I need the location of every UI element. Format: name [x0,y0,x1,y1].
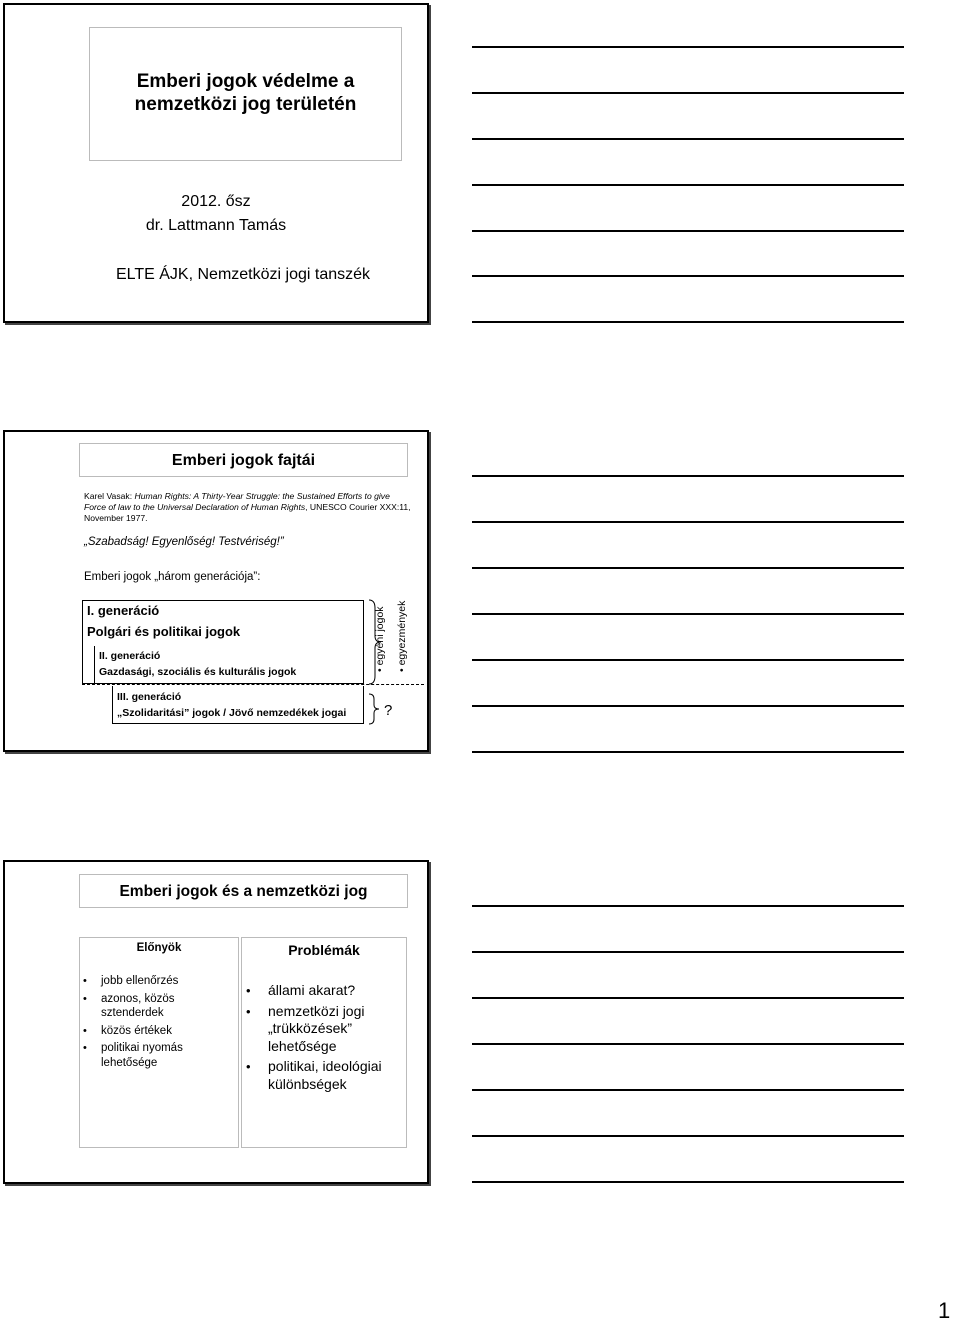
note-line [472,275,904,277]
note-line [472,1043,904,1045]
list-item: • állami akarat? [246,982,400,1000]
note-line [472,1089,904,1091]
note-line [472,230,904,232]
note-line [472,46,904,48]
note-line [472,705,904,707]
note-line [472,92,904,94]
slide-2 [3,430,429,752]
individual-rights-text: egyéni jogok [374,606,386,666]
side-label-treaties: • egyezmények [396,600,408,672]
gen-1-title: Polgári és politikai jogok [87,624,241,639]
note-line [472,997,904,999]
note-line [472,567,904,569]
slide-1-author: dr. Lattmann Tamás [145,217,287,234]
brace-small-icon [367,692,381,726]
slide-3-title-box [79,874,408,908]
reference-author: Karel Vasak: [84,491,135,501]
advantages-header: Előnyök [136,942,182,954]
page-number: 1 [938,1298,951,1323]
slide-3 [3,860,429,1184]
note-line [472,1135,904,1137]
note-line [472,1181,904,1183]
note-line [472,475,904,477]
slide-1-title-line2: nemzetközi jog területén [134,94,357,115]
reference-source: , UNESCO Courier XXX:11, November 1977. [84,502,411,523]
question-mark: ? [384,702,393,719]
treaties-text: egyezmények [396,600,408,666]
list-item: • azonos, közös sztenderdek [83,992,233,1021]
slide-2-motto: „Szabadság! Egyenlőség! Testvériség!” [84,536,284,548]
list-item: • nemzetközi jogi „trükközések” lehetősége [246,1003,400,1056]
slide-3-title: Emberi jogok és a nemzetközi jog [119,883,368,900]
slide-1-institution: ELTE ÁJK, Nemzetközi jogi tanszék [115,266,371,283]
note-line [472,905,904,907]
gen-1-label: I. generáció [87,603,160,618]
problems-header: Problémák [288,942,360,958]
slide-2-title: Emberi jogok fajtái [171,452,316,469]
list-item: • jobb ellenőrzés [83,974,233,989]
list-item: • politikai, ideológiai különbségek [246,1058,400,1093]
advantages-list [83,974,233,1073]
slide-2-reference [84,491,414,524]
note-line [472,521,904,523]
gen-3-title: „Szolidaritási” jogok / Jövő nemzedékek jogai [117,707,347,719]
note-line [472,751,904,753]
note-line [472,613,904,615]
reference-work: Human Rights: A Thirty-Year Struggle: the Sustained Efforts to give Force of law to the Universal Declaration of Human Rights [84,491,390,512]
slide-1-title-line1: Emberi jogok védelme a [136,71,355,92]
gen-2-title: Gazdasági, szociális és kulturális jogok [99,666,297,678]
slide-1-title-box [89,27,402,161]
slide-2-title-box [79,443,408,477]
advantages-column [79,937,239,1148]
note-line [472,321,904,323]
slide-1 [3,3,429,323]
note-line [472,951,904,953]
slide-1-date: 2012. ősz [181,193,251,210]
note-line [472,184,904,186]
list-item: • politikai nyomás lehetősége [83,1041,233,1070]
gen-2-label: II. generáció [99,650,161,662]
side-label-individual-rights: • egyéni jogok [374,606,386,672]
list-item: • közös értékek [83,1024,233,1039]
note-line [472,138,904,140]
gen-3-label: III. generáció [117,691,182,703]
problems-list [246,982,400,1096]
problems-column [241,937,407,1148]
slide-2-subtitle: Emberi jogok „három generációja”: [84,571,261,583]
generations-diagram [82,600,427,740]
note-line [472,659,904,661]
